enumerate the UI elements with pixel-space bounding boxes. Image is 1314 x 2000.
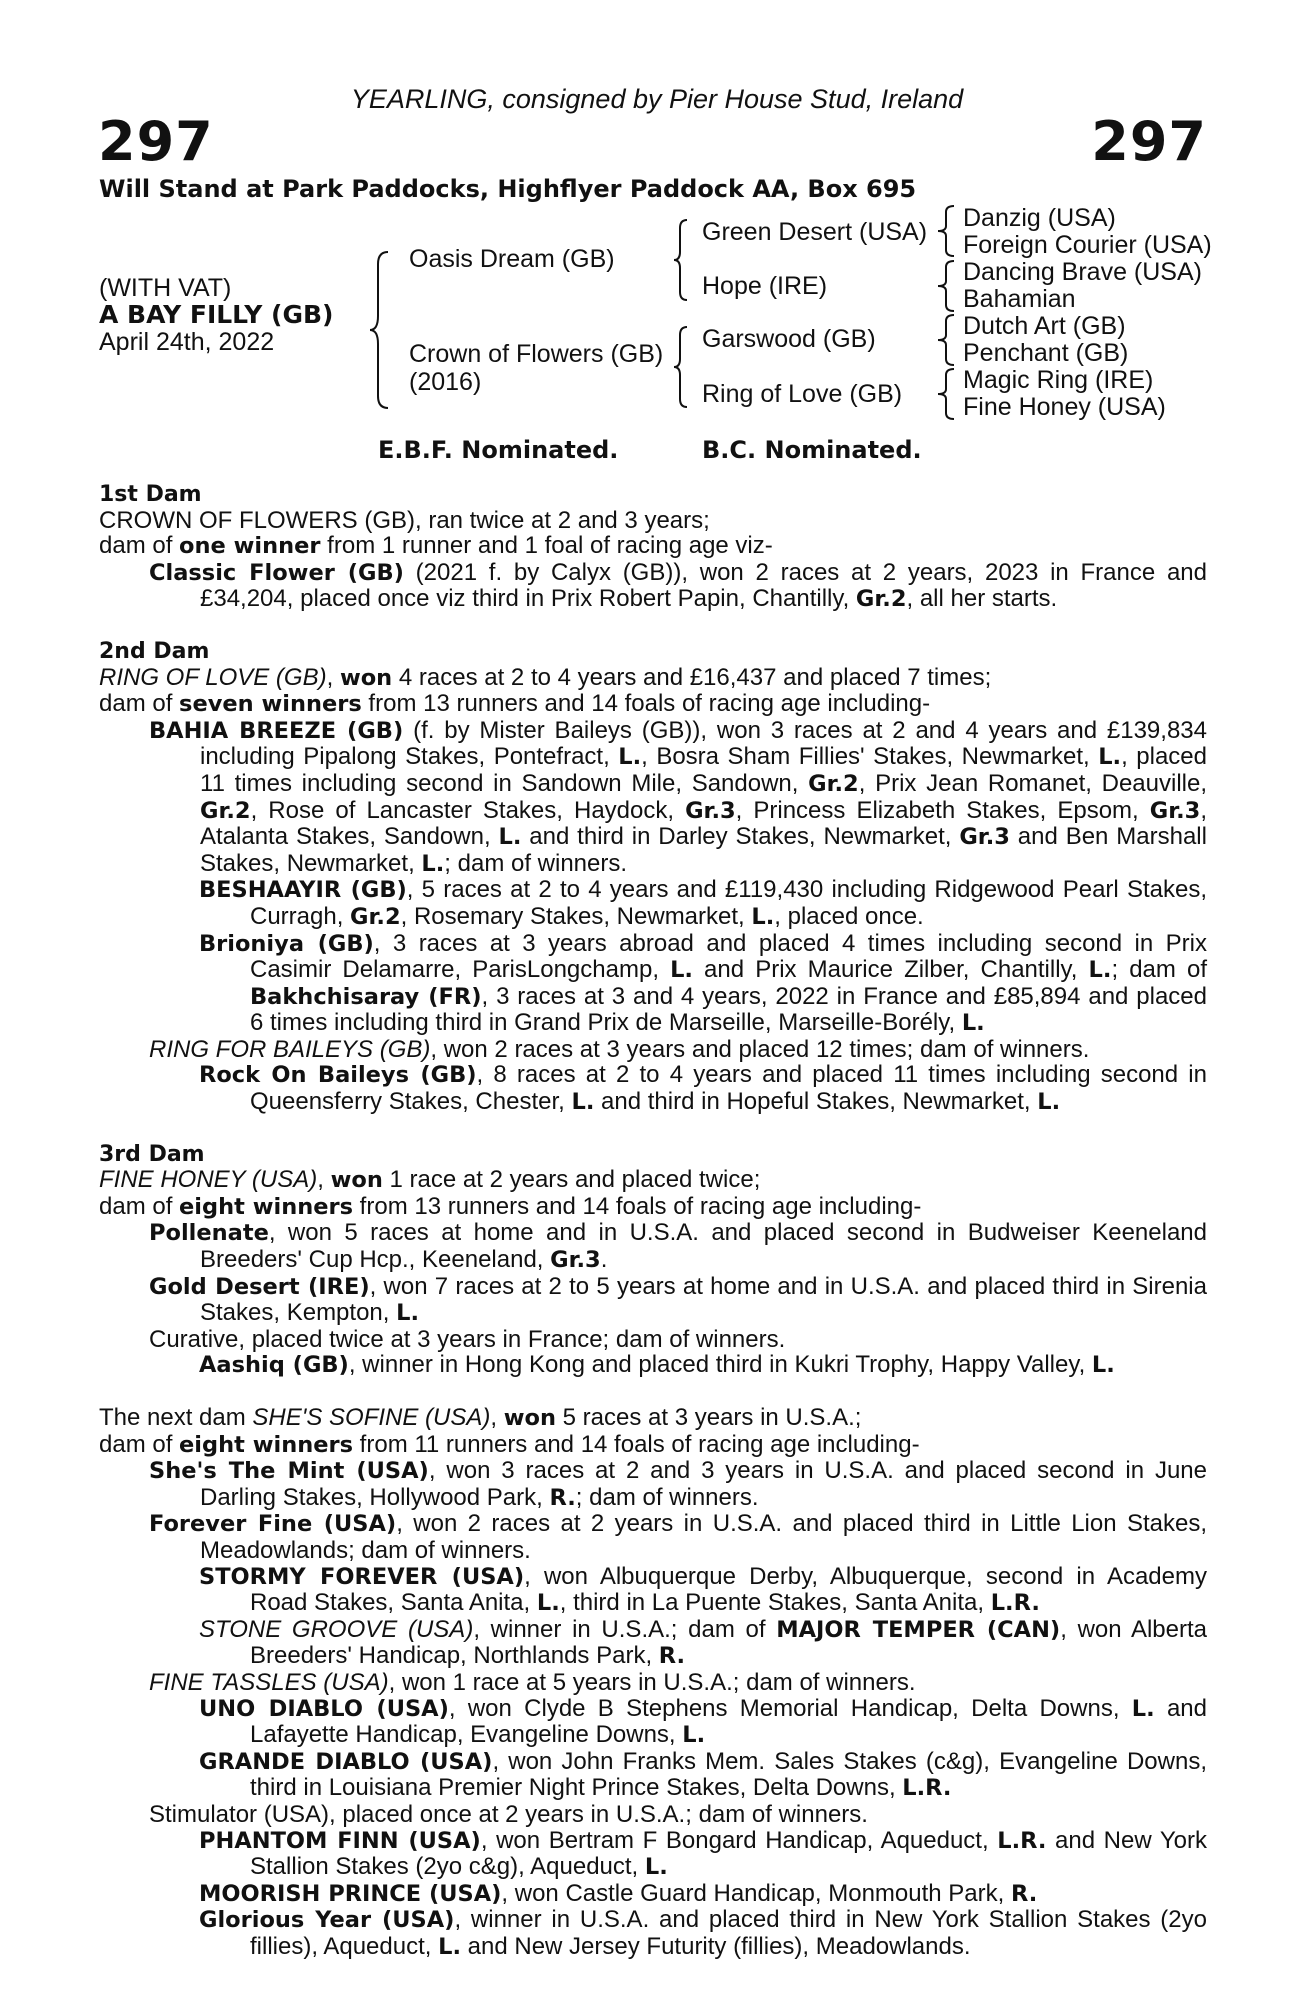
- dam-produce-record: [99, 482, 1207, 1960]
- first-dam-line: CROWN OF FLOWERS (GB), ran twice at 2 and 3 years;: [99, 506, 710, 534]
- pedigree-g4: Bahamian: [963, 285, 1076, 313]
- second-dam-line: RING OF LOVE (GB), won 4 races at 2 to 4 years and £16,437 and placed 7 times;: [99, 663, 992, 691]
- pedigree-brace-main: [366, 250, 394, 410]
- produce-entry: BESHAAYIR (GB), 5 races at 2 to 4 years and £119,430 including Ridgewood Pearl Stakes, Curragh, Gr.2, Rosemary Stakes, Newmarket, L., placed once.: [199, 876, 1207, 930]
- produce-entry: Glorious Year (USA), winner in U.S.A. and placed third in New York Stallion Stakes (2yo fillies), Aqueduct, L. and New Jersey Futurity (fillies), Meadowlands.: [199, 1906, 1207, 1960]
- second-dam-summary: dam of seven winners from 13 runners and 14 foals of racing age including-: [99, 690, 931, 718]
- produce-entry: Gold Desert (IRE), won 7 races at 2 to 5 years at home and in U.S.A. and placed third in Sirenia Stakes, Kempton, L.: [149, 1272, 1207, 1327]
- produce-entry: Stimulator (USA), placed once at 2 years in U.S.A.; dam of winners.: [149, 1800, 868, 1828]
- pedigree-dam-sire: Garswood (GB): [702, 325, 876, 353]
- lot-number-right: 297: [1091, 110, 1207, 173]
- third-dam-line: FINE HONEY (USA), won 1 race at 2 years and placed twice;: [99, 1166, 761, 1194]
- produce-entry: Aashiq (GB), winner in Hong Kong and placed third in Kukri Trophy, Happy Valley, L.: [199, 1351, 1115, 1379]
- produce-entry: Classic Flower (GB) (2021 f. by Calyx (GB)), won 2 races at 2 years, 2023 in France and £34,204, placed once viz third in Prix Robert Papin, Chantilly, Gr.2, all her starts.: [149, 558, 1207, 613]
- produce-entry: Forever Fine (USA), won 2 races at 2 years in U.S.A. and placed third in Little Lion Stakes, Meadowlands; dam of winners.: [149, 1510, 1208, 1564]
- pedigree-g8: Fine Honey (USA): [963, 393, 1166, 421]
- produce-entry: BAHIA BREEZE (GB) (f. by Mister Baileys (GB)), won 3 races at 2 and 4 years and £139,834 including Pipalong Stakes, Pontefract, L., Bosra Sham Fillies' Stakes, Newmarket, L., placed 11 times including second in Sandown Mile, Sandown, Gr.2, Prix Jean Romanet, Deauville, Gr.2, Rose of Lancaster Stakes, Haydock, Gr.3, Princess Elizabeth Stakes, Epsom, Gr.3, Atalanta Stakes, Sandown, L. and third in Darley Stakes, Newmarket, Gr.3 and Ben Marshall Stakes, Newmarket, L.; dam of winners.: [149, 716, 1208, 877]
- next-dam-summary: dam of eight winners from 11 runners and 14 foals of racing age including-: [99, 1430, 920, 1458]
- third-dam-summary: dam of eight winners from 13 runners and 14 foals of racing age including-: [99, 1192, 922, 1220]
- produce-entry: STORMY FOREVER (USA), won Albuquerque Derby, Albuquerque, second in Academy Road Stakes, Santa Anita, L., third in La Puente Stakes, Santa Anita, L.R.: [199, 1562, 1207, 1617]
- pedigree-sire-sire: Green Desert (USA): [702, 218, 928, 246]
- pedigree-dam-year: (2016): [409, 368, 482, 396]
- first-dam-summary: dam of one winner from 1 runner and 1 foal of racing age viz-: [99, 532, 773, 560]
- pedigree-g2: Foreign Courier (USA): [963, 231, 1212, 259]
- foaling-date: April 24th, 2022: [99, 328, 275, 356]
- lot-number-left: 297: [98, 110, 214, 173]
- produce-entry: UNO DIABLO (USA), won Clyde B Stephens Memorial Handicap, Delta Downs, L. and Lafayette Handicap, Evangeline Downs, L.: [199, 1694, 1208, 1749]
- pedigree-g6: Penchant (GB): [963, 339, 1129, 367]
- pedigree-g1: Danzig (USA): [963, 204, 1116, 232]
- produce-entry: Pollenate, won 5 races at home and in U.S.A. and placed second in Budweiser Keeneland Breeders' Cup Hcp., Keeneland, Gr.3.: [149, 1219, 1207, 1274]
- pedigree-dam-dam: Ring of Love (GB): [702, 380, 903, 408]
- produce-entry: Curative, placed twice at 3 years in France; dam of winners.: [149, 1325, 786, 1353]
- pedigree-g7: Magic Ring (IRE): [963, 366, 1154, 394]
- pedigree-sire-dam: Hope (IRE): [702, 272, 828, 300]
- pedigree-brace-g1: [934, 204, 958, 258]
- pedigree-sire: Oasis Dream (GB): [409, 245, 615, 273]
- subject-name: A BAY FILLY (GB): [99, 300, 334, 329]
- produce-entry: FINE TASSLES (USA), won 1 race at 5 years in U.S.A.; dam of winners.: [149, 1668, 916, 1696]
- produce-entry: She's The Mint (USA), won 3 races at 2 and 3 years in U.S.A. and placed second in June Darling Stakes, Hollywood Park, R.; dam of winners.: [149, 1457, 1207, 1511]
- next-dam-line: The next dam SHE'S SOFINE (USA), won 5 races at 3 years in U.S.A.;: [99, 1404, 862, 1431]
- pedigree-g3: Dancing Brave (USA): [963, 258, 1202, 286]
- pedigree-brace-g2: [934, 259, 958, 313]
- vat-note: (WITH VAT): [99, 274, 232, 302]
- consignment-line: YEARLING, consigned by Pier House Stud, Ireland: [350, 84, 964, 114]
- produce-entry: STONE GROOVE (USA), winner in U.S.A.; dam of MAJOR TEMPER (CAN), won Alberta Breeders' Handicap, Northlands Park, R.: [199, 1615, 1207, 1670]
- bc-nomination: B.C. Nominated.: [702, 436, 922, 464]
- pedigree-brace-dam: [671, 325, 691, 409]
- produce-entry: MOORISH PRINCE (USA), won Castle Guard Handicap, Monmouth Park, R.: [199, 1879, 1038, 1907]
- pedigree-brace-sire: [671, 218, 691, 302]
- second-dam-heading: 2nd Dam: [99, 638, 210, 664]
- pedigree-brace-g4: [934, 367, 958, 421]
- pedigree-g5: Dutch Art (GB): [963, 312, 1126, 340]
- ebf-nomination: E.B.F. Nominated.: [378, 436, 619, 464]
- pedigree-brace-g3: [934, 313, 958, 367]
- produce-entry: Rock On Baileys (GB), 8 races at 2 to 4 years and placed 11 times including second in Queensferry Stakes, Chester, L. and third in Hopeful Stakes, Newmarket, L.: [199, 1061, 1207, 1116]
- third-dam-heading: 3rd Dam: [99, 1141, 205, 1167]
- stand-location: Will Stand at Park Paddocks, Highflyer Paddock AA, Box 695: [99, 175, 917, 203]
- produce-entry: Brioniya (GB), 3 races at 3 years abroad and placed 4 times including second in Prix Casimir Delamarre, ParisLongchamp, L. and Prix Maurice Zilber, Chantilly, L.; dam of Bakhchisaray (FR), 3 races at 3 and 4 years, 2022 in France and £85,894 and placed 6 times including third in Grand Prix de Marseille, Marseille-Borély, L.: [199, 929, 1207, 1037]
- first-dam-heading: 1st Dam: [99, 482, 202, 507]
- produce-entry: GRANDE DIABLO (USA), won John Franks Mem. Sales Stakes (c&g), Evangeline Downs, third in Louisiana Premier Night Prince Stakes, Delta Downs, L.R.: [199, 1747, 1208, 1802]
- produce-entry: RING FOR BAILEYS (GB), won 2 races at 3 years and placed 12 times; dam of winners.: [149, 1035, 1090, 1063]
- produce-entry: PHANTOM FINN (USA), won Bertram F Bongard Handicap, Aqueduct, L.R. and New York Stallion Stakes (2yo c&g), Aqueduct, L.: [199, 1826, 1207, 1881]
- pedigree-dam: Crown of Flowers (GB): [409, 340, 664, 368]
